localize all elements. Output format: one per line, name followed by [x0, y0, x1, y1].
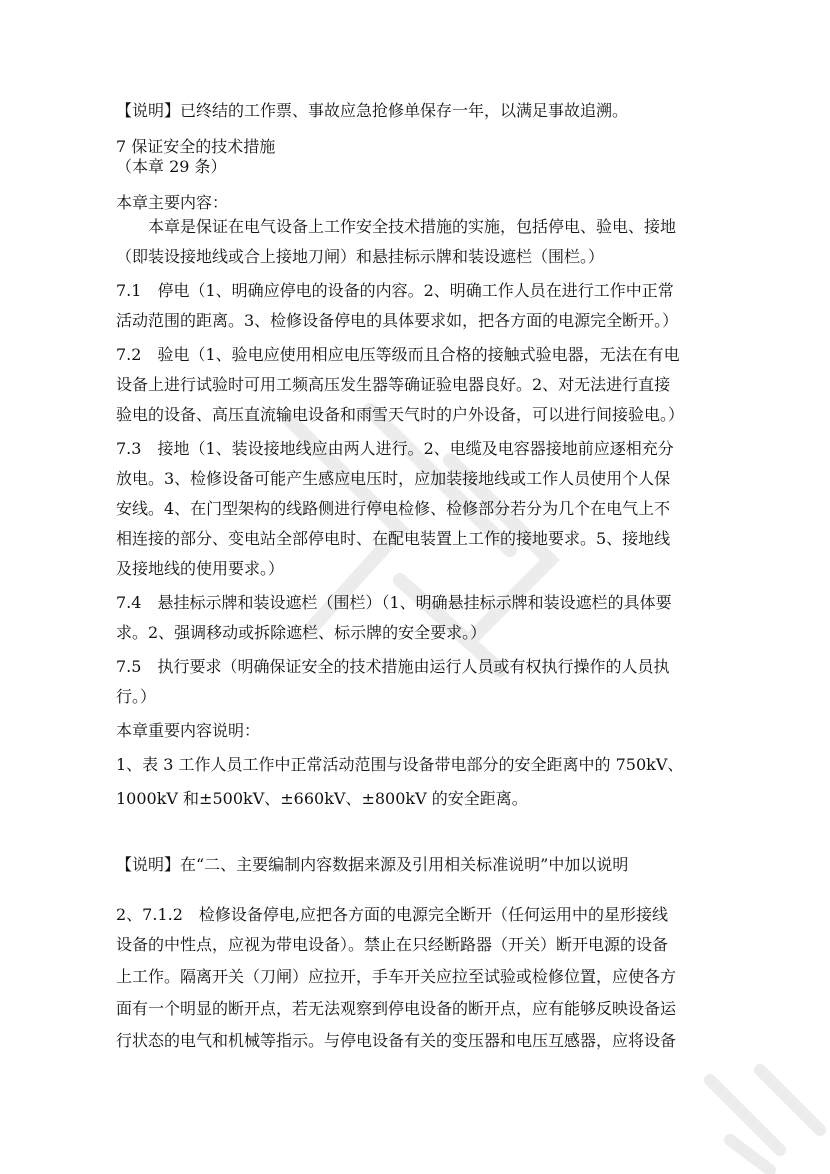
- item-2-line-2: 设备的中性点，应视为带电设备）。禁止在只经断路器（开关）断开电源的设备: [116, 935, 669, 954]
- section-7-3-line-2: 放电。3、检修设备可能产生感应电压时，应加装接地线或工作人员使用个人保: [116, 469, 671, 488]
- section-7-3-line-5: 及接地线的使用要求。）: [116, 559, 285, 578]
- item-2-line-1: 2、7.1.2 检修设备停电,应把各方面的电源完全断开（任何运用中的星形接线: [116, 905, 668, 924]
- important-content-label: 本章重要内容说明：: [116, 721, 261, 740]
- item-2-line-5: 行状态的电气和机械等指示。与停电设备有关的变压器和电压互感器，应将设备: [116, 1031, 677, 1050]
- chapter-article-count: （本章 29 条）: [116, 157, 227, 176]
- chapter-summary-line-2: （即装设接地线或合上接地刀闸）和悬挂标示牌和装设遮栏（围栏。）: [116, 247, 605, 266]
- section-7-4-line-2: 求。2、强调移动或拆除遮栏、标示牌的安全要求。）: [116, 623, 487, 642]
- item-2-line-4: 面有一个明显的断开点，若无法观察到停电设备的断开点，应有能够反映设备运: [116, 999, 677, 1018]
- section-7-5-line-2: 行。）: [116, 687, 157, 706]
- section-7-3-line-3: 安线。4、在门型架构的线路侧进行停电检修、检修部分若分为几个在电气上不: [116, 499, 671, 518]
- section-7-5-line-1: 7.5 执行要求（明确保证安全的技术措施由运行人员或有权执行操作的人员执: [116, 657, 670, 676]
- section-7-4-line-1: 7.4 悬挂标示牌和装设遮栏（围栏）（1、明确悬挂标示牌和装设遮栏的具体要: [116, 593, 672, 612]
- section-7-2-line-1: 7.2 验电（1、验电应使用相应电压等级而且合格的接触式验电器，无法在有电: [116, 345, 680, 364]
- section-7-1-line-1: 7.1 停电（1、明确应停电的设备的内容。2、明确工作人员在进行工作中正常: [116, 281, 674, 300]
- watermark-corner-icon: [690, 1060, 830, 1174]
- item-1-line-1: 1、表 3 工作人员工作中正常活动范围与设备带电部分的安全距离中的 750kV、: [116, 755, 684, 774]
- note-archive-retention: 【说明】已终结的工作票、事故应急抢修单保存一年，以满足事故追溯。: [116, 101, 629, 120]
- section-7-1-line-2: 活动范围的距离。3、检修设备停电的具体要求如，把各方面的电源完全断开。）: [116, 311, 679, 330]
- chapter-summary-line-1: 本章是保证在电气设备上工作安全技术措施的实施，包括停电、验电、接地: [148, 217, 677, 236]
- item-2-line-3: 上工作。隔离开关（刀闸）应拉开，手车开关应拉至试验或检修位置，应使各方: [116, 967, 677, 986]
- section-7-3-line-4: 相连接的部分、变电站全部停电时、在配电装置上工作的接地要求。5、接地线: [116, 529, 671, 548]
- section-7-3-line-1: 7.3 接地（1、装设接地线应由两人进行。2、电缆及电容器接地前应逐相充分: [116, 439, 674, 458]
- section-7-2-line-2: 设备上进行试验时可用工频高压发生器等确证验电器良好。2、对无法进行直接: [116, 375, 671, 394]
- item-1-line-2: 1000kV 和±500kV、±660kV、±800kV 的安全距离。: [116, 789, 528, 808]
- section-7-2-line-3: 验电的设备、高压直流输电设备和雨雪天气时的户外设备，可以进行间接验电。）: [116, 405, 685, 424]
- main-content-label: 本章主要内容：: [116, 193, 229, 212]
- chapter-heading: 7 保证安全的技术措施: [116, 137, 276, 156]
- note-data-source: 【说明】在“二、主要编制内容数据来源及引用相关标准说明”中加以说明: [116, 855, 629, 874]
